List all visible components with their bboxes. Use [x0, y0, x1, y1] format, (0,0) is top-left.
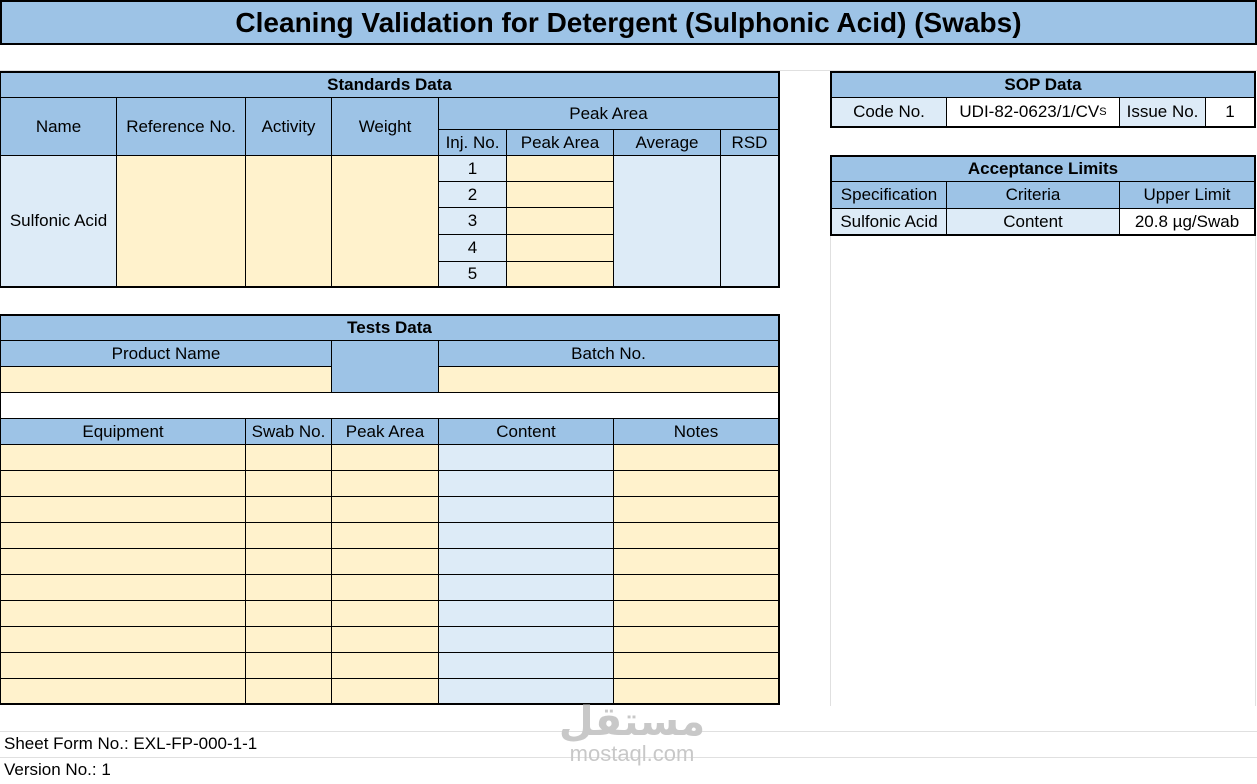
std-weight-input[interactable] [331, 155, 439, 288]
acc-col-criteria: Criteria [946, 181, 1120, 209]
std-col-inj-no: Inj. No. [438, 129, 507, 156]
std-col-reference: Reference No. [116, 97, 246, 156]
swab-no-input[interactable] [245, 678, 332, 705]
notes-input[interactable] [613, 574, 780, 601]
std-inj-no: 4 [438, 234, 507, 262]
content-cell [438, 444, 614, 471]
watermark-latin: mostaql.com [569, 741, 695, 766]
acc-col-specification: Specification [830, 181, 947, 209]
notes-input[interactable] [613, 548, 780, 575]
swab-no-input[interactable] [245, 600, 332, 627]
sop-issue-label: Issue No. [1119, 97, 1206, 128]
peak-area-input[interactable] [331, 678, 439, 705]
std-peak-area-input[interactable] [506, 234, 614, 262]
std-peak-area-input[interactable] [506, 155, 614, 182]
std-average-cell [613, 155, 721, 288]
std-col-activity: Activity [245, 97, 332, 156]
tests-col-product-name: Product Name [0, 340, 332, 367]
std-peak-area-input[interactable] [506, 181, 614, 208]
tests-col-batch-no: Batch No. [438, 340, 780, 367]
std-col-rsd: RSD [720, 129, 780, 156]
sop-code-label: Code No. [830, 97, 947, 128]
sop-code-subscript: S [1099, 106, 1107, 118]
swab-no-input[interactable] [245, 444, 332, 471]
std-col-name: Name [0, 97, 117, 156]
equipment-input[interactable] [0, 444, 246, 471]
std-peak-area-group: Peak Area [438, 97, 780, 130]
acceptance-section-title: Acceptance Limits [830, 155, 1256, 182]
swab-no-input[interactable] [245, 496, 332, 523]
content-cell [438, 626, 614, 653]
content-cell [438, 470, 614, 497]
acc-specification-value: Sulfonic Acid [830, 208, 947, 236]
peak-area-input[interactable] [331, 470, 439, 497]
peak-area-input[interactable] [331, 574, 439, 601]
content-cell [438, 574, 614, 601]
equipment-input[interactable] [0, 470, 246, 497]
content-cell [438, 600, 614, 627]
standards-section-title: Standards Data [0, 71, 780, 98]
equipment-input[interactable] [0, 600, 246, 627]
peak-area-input[interactable] [331, 626, 439, 653]
equipment-input[interactable] [0, 496, 246, 523]
std-inj-no: 3 [438, 207, 507, 235]
std-rsd-cell [720, 155, 780, 288]
tests-spacer-row [0, 392, 780, 419]
std-inj-no: 5 [438, 261, 507, 288]
swab-no-input[interactable] [245, 548, 332, 575]
tests-section-title: Tests Data [0, 314, 780, 341]
acc-col-upper-limit: Upper Limit [1119, 181, 1256, 209]
notes-input[interactable] [613, 444, 780, 471]
equipment-input[interactable] [0, 626, 246, 653]
sop-section-title: SOP Data [830, 71, 1256, 98]
peak-area-input[interactable] [331, 496, 439, 523]
std-reference-input[interactable] [116, 155, 246, 288]
peak-area-input[interactable] [331, 652, 439, 679]
content-cell [438, 548, 614, 575]
swab-no-input[interactable] [245, 470, 332, 497]
swab-no-input[interactable] [245, 626, 332, 653]
tests-col-swab-no: Swab No. [245, 418, 332, 445]
sop-code-value [946, 97, 1120, 128]
notes-input[interactable] [613, 626, 780, 653]
swab-no-input[interactable] [245, 574, 332, 601]
peak-area-input[interactable] [331, 522, 439, 549]
peak-area-input[interactable] [331, 600, 439, 627]
equipment-input[interactable] [0, 548, 246, 575]
sop-code-text: UDI-82-0623/1/CV [959, 102, 1100, 121]
acc-upper-limit-value: 20.8 µg/Swab [1119, 208, 1256, 236]
version-no: Version No.: 1 [4, 760, 111, 779]
notes-input[interactable] [613, 600, 780, 627]
equipment-input[interactable] [0, 652, 246, 679]
peak-area-input[interactable] [331, 548, 439, 575]
mostaql-watermark [552, 702, 712, 772]
std-peak-area-input[interactable] [506, 261, 614, 288]
acc-criteria-value: Content [946, 208, 1120, 236]
std-peak-area-input[interactable] [506, 207, 614, 235]
content-cell [438, 522, 614, 549]
sheet-title: Cleaning Validation for Detergent (Sulphonic Acid) (Swabs) [0, 0, 1257, 45]
tests-blank-header [331, 340, 439, 393]
equipment-input[interactable] [0, 574, 246, 601]
swab-no-input[interactable] [245, 652, 332, 679]
std-inj-no: 1 [438, 155, 507, 182]
std-inj-no: 2 [438, 181, 507, 208]
notes-input[interactable] [613, 652, 780, 679]
tests-col-equipment: Equipment [0, 418, 246, 445]
equipment-input[interactable] [0, 678, 246, 705]
peak-area-input[interactable] [331, 444, 439, 471]
std-col-peak-area: Peak Area [506, 129, 614, 156]
sop-issue-value: 1 [1205, 97, 1256, 128]
notes-input[interactable] [613, 470, 780, 497]
std-name-cell: Sulfonic Acid [0, 155, 117, 288]
notes-input[interactable] [613, 496, 780, 523]
notes-input[interactable] [613, 522, 780, 549]
swab-no-input[interactable] [245, 522, 332, 549]
equipment-input[interactable] [0, 522, 246, 549]
content-cell [438, 652, 614, 679]
tests-col-notes: Notes [613, 418, 780, 445]
std-col-average: Average [613, 129, 721, 156]
tests-col-content: Content [438, 418, 614, 445]
product-name-input[interactable] [0, 366, 332, 393]
content-cell [438, 496, 614, 523]
watermark-arabic: مستقل [558, 700, 706, 744]
tests-col-peak-area: Peak Area [331, 418, 439, 445]
std-col-weight: Weight [331, 97, 439, 156]
std-activity-input[interactable] [245, 155, 332, 288]
sheet-form-no: Sheet Form No.: EXL-FP-000-1-1 [4, 734, 258, 753]
batch-no-input[interactable] [438, 366, 780, 393]
